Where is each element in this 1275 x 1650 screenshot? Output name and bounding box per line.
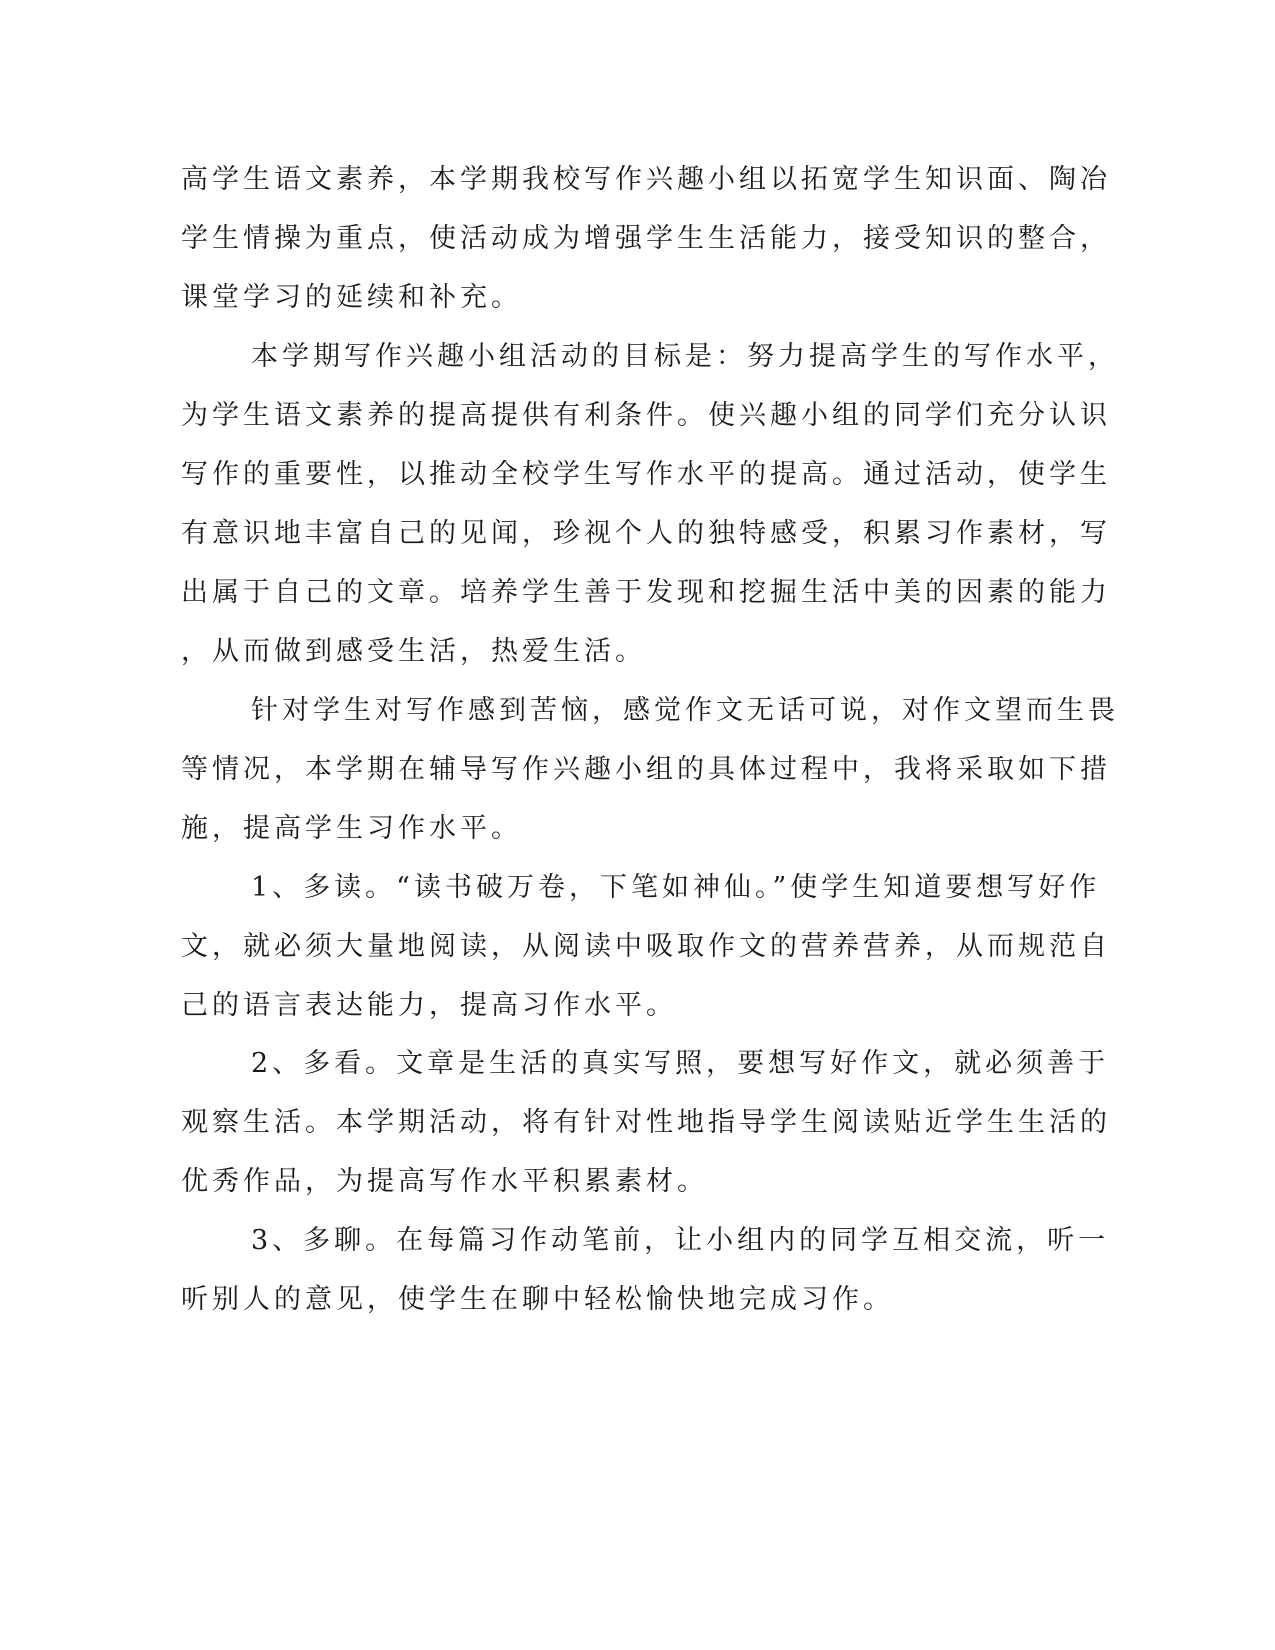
- text-line: 课堂学习的延续和补充。: [181, 282, 522, 313]
- text-line: 针对学生对写作感到苦恼，感觉作文无话可说，对作文望而生畏: [251, 695, 1119, 726]
- text-line: 优秀作品，为提高写作水平积累素材。: [181, 1166, 708, 1197]
- text-line: 写作的重要性，以推动全校学生写作水平的提高。通过活动，使学生: [181, 459, 1111, 490]
- text-line: 出属于自己的文章。培养学生善于发现和挖掘生活中美的因素的能力: [181, 577, 1111, 608]
- text-line: 观察生活。本学期活动，将有针对性地指导学生阅读贴近学生生活的: [181, 1107, 1111, 1138]
- text-line: 2、多看。文章是生活的真实写照，要想写好作文，就必须善于: [251, 1048, 1110, 1079]
- text-line: 学生情操为重点，使活动成为增强学生生活能力，接受知识的整合，: [181, 223, 1111, 254]
- text-line: 等情况，本学期在辅导写作兴趣小组的具体过程中，我将采取如下措: [181, 754, 1111, 785]
- text-line: 本学期写作兴趣小组活动的目标是：努力提高学生的写作水平，: [251, 341, 1119, 372]
- text-line: ，从而做到感受生活，热爱生活。: [181, 636, 646, 667]
- text-line: 1、多读。“读书破万卷，下笔如神仙。”使学生知道要想写好作: [251, 872, 1101, 903]
- text-line: 施，提高学生习作水平。: [181, 813, 522, 844]
- text-line: 听别人的意见，使学生在聊中轻松愉快地完成习作。: [181, 1284, 894, 1315]
- text-line: 己的语言表达能力，提高习作水平。: [181, 990, 677, 1021]
- text-line: 3、多聊。在每篇习作动笔前，让小组内的同学互相交流，听一: [251, 1225, 1110, 1256]
- text-line: 有意识地丰富自己的见闻，珍视个人的独特感受，积累习作素材，写: [181, 518, 1111, 549]
- text-line: 为学生语文素养的提高提供有利条件。使兴趣小组的同学们充分认识: [181, 400, 1111, 431]
- text-line: 高学生语文素养，本学期我校写作兴趣小组以拓宽学生知识面、陶冶: [181, 164, 1111, 195]
- text-line: 文，就必须大量地阅读，从阅读中吸取作文的营养营养，从而规范自: [181, 931, 1111, 962]
